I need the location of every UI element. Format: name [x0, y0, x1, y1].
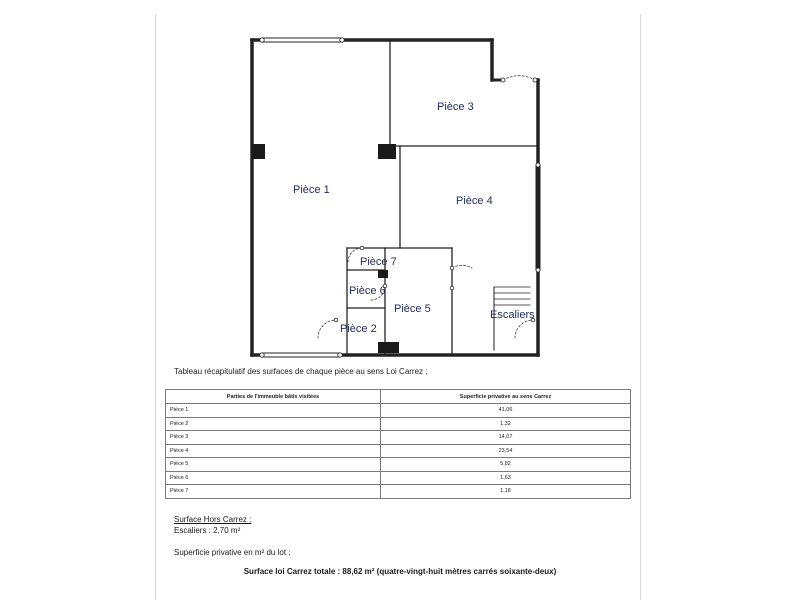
table-header-row [166, 390, 631, 404]
room-label-escaliers: Escaliers [490, 309, 535, 321]
room-label-piece-7: Pièce 7 [360, 256, 397, 268]
row-name: Pièce 4 [166, 444, 381, 458]
pillar [378, 270, 388, 278]
door-swing-p2 [318, 320, 336, 338]
hors-carrez-line: Escaliers : 2,70 m² [174, 526, 241, 535]
row-name: Pièce 6 [166, 471, 381, 485]
surface-table [165, 389, 631, 499]
row-value: 41,06 [381, 404, 631, 418]
row-name: Pièce 2 [166, 417, 381, 431]
column-header-superficie: Superficie privative au sens Carrez [381, 390, 631, 404]
pillar [378, 342, 399, 353]
row-name: Pièce 7 [166, 485, 381, 499]
row-value: 1,32 [381, 417, 631, 431]
table-row [166, 431, 631, 445]
door-swing-p3 [503, 76, 535, 80]
door-swing-stairs [515, 320, 533, 338]
table-row [166, 404, 631, 418]
row-value: 1,18 [381, 485, 631, 499]
total-surface-line: Surface loi Carrez totale : 88,62 m² (quatre-vingt-huit mètres carrés soixante-deux) [243, 567, 557, 576]
hors-carrez-title: Surface Hors Carrez : [174, 515, 252, 524]
table-row [166, 417, 631, 431]
room-label-piece-2: Pièce 2 [340, 323, 377, 335]
row-value: 14,07 [381, 431, 631, 445]
room-label-piece-4: Pièce 4 [456, 195, 493, 207]
table-title: Tableau récapitulatif des surfaces de chaque pièce au sens Loi Carrez : [174, 367, 428, 376]
room-label-piece-1: Pièce 1 [293, 184, 330, 196]
row-name: Pièce 5 [166, 458, 381, 472]
room-label-piece-6: Pièce 6 [349, 285, 386, 297]
table-row [166, 458, 631, 472]
column-header-parties: Parties de l'immeuble bâtis visitées [166, 390, 381, 404]
row-name: Pièce 3 [166, 431, 381, 445]
door-swing-p5 [452, 265, 472, 268]
room-label-piece-5: Pièce 5 [394, 303, 431, 315]
table-row [166, 444, 631, 458]
row-name: Pièce 1 [166, 404, 381, 418]
row-value: 23,54 [381, 444, 631, 458]
row-value: 1,63 [381, 471, 631, 485]
superficie-line: Superficie privative en m² du lot : [174, 548, 291, 557]
table-row [166, 485, 631, 499]
row-value: 5,82 [381, 458, 631, 472]
table-row [166, 471, 631, 485]
pillar [378, 144, 396, 159]
pillar [252, 144, 265, 159]
room-label-piece-3: Pièce 3 [437, 101, 474, 113]
